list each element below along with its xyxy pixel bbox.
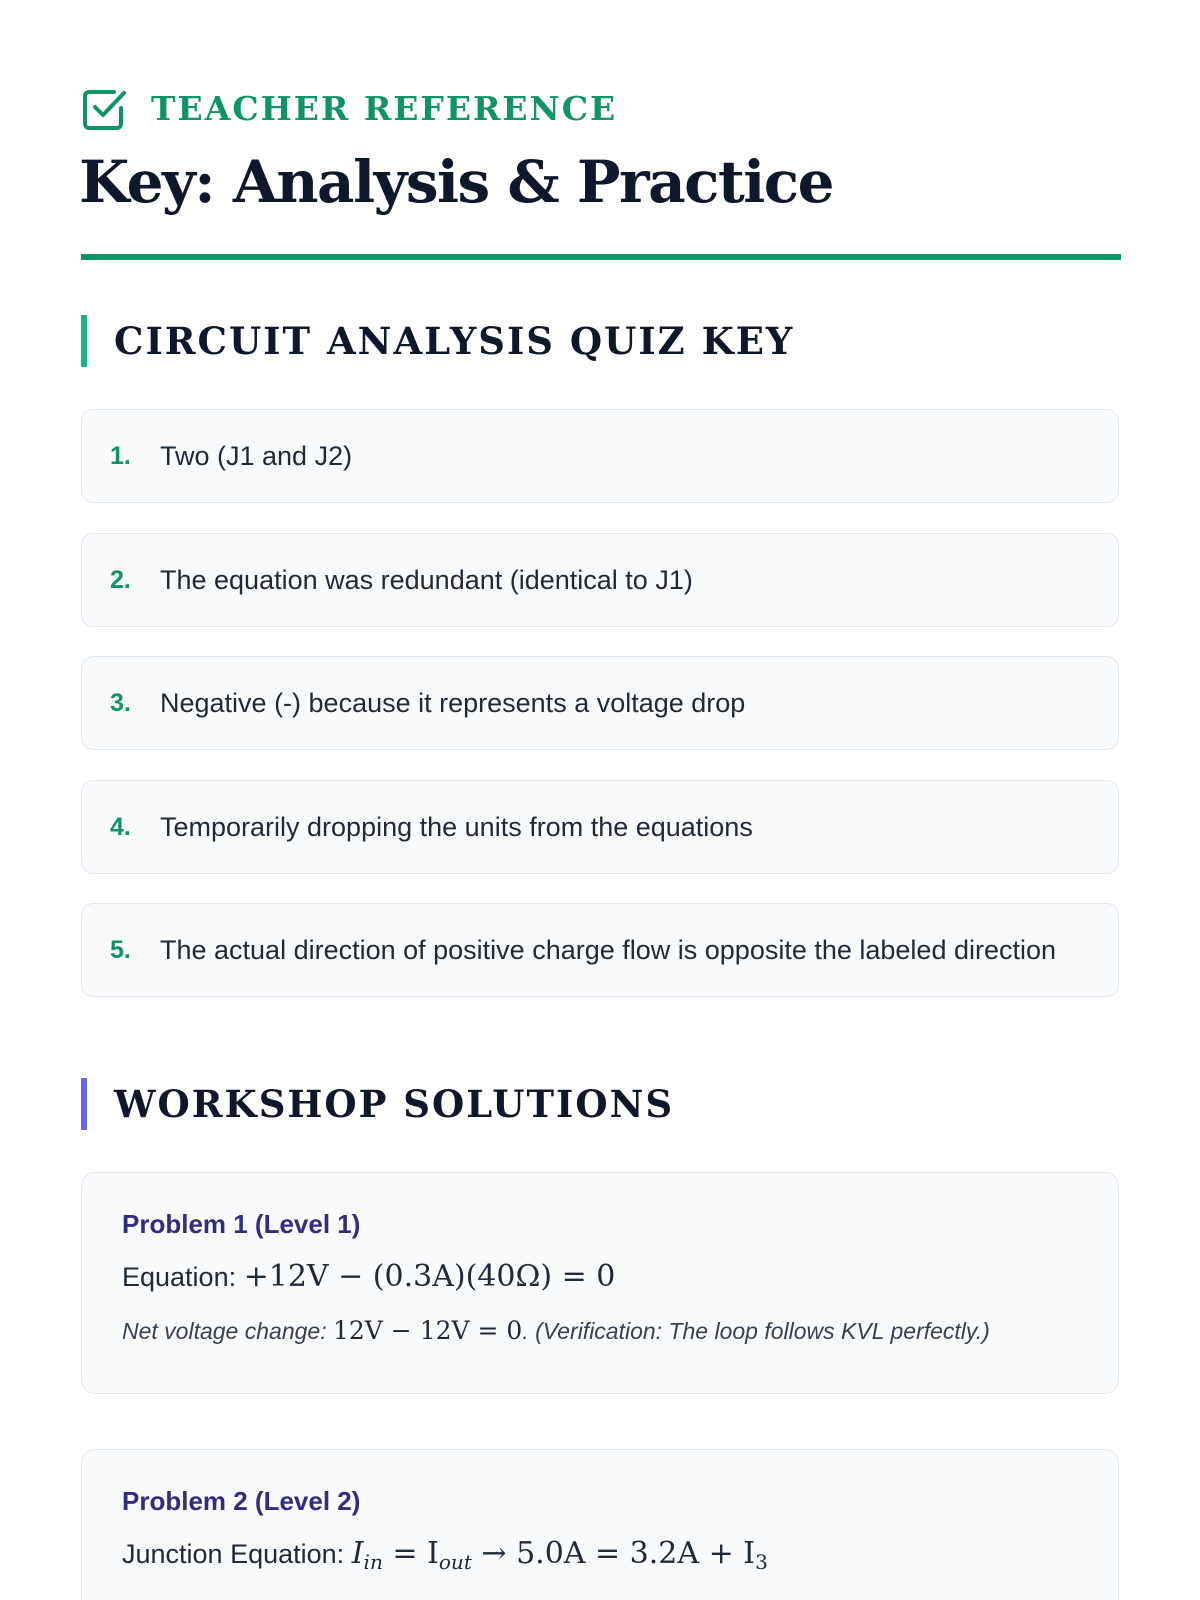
quiz-section-title: CIRCUIT ANALYSIS QUIZ KEY [114, 319, 795, 363]
quiz-answer-number: 2. [110, 565, 131, 594]
quiz-answer-text: The equation was redundant (identical to J1) [160, 564, 693, 595]
problem-card [81, 1172, 1119, 1394]
equation-math [351, 1536, 768, 1574]
note-tail: . (Verification: The loop follows KVL perfectly.) [522, 1318, 990, 1344]
workshop-section-bar [81, 1078, 87, 1130]
quiz-answer-number: 5. [110, 935, 131, 964]
problem-title: Problem 1 (Level 1) [122, 1209, 361, 1239]
equation-math: +12V − (0.3A)(40Ω) = 0 [243, 1259, 616, 1294]
equation-label: Junction Equation: [122, 1539, 345, 1569]
workshop-section-header [81, 1078, 674, 1130]
eyebrow-label: TEACHER REFERENCE [151, 89, 618, 128]
math-var: I [351, 1536, 364, 1571]
problem-card [81, 1449, 1119, 1600]
note-label: Net voltage change: [122, 1318, 327, 1344]
problem-equation [122, 1536, 768, 1574]
quiz-section-bar [81, 315, 87, 367]
problem-note [122, 1316, 990, 1345]
eyebrow [81, 86, 617, 132]
quiz-answer-text: Negative (-) because it represents a voltage drop [160, 687, 746, 718]
check-square-icon [81, 86, 127, 132]
math-sub: in [363, 1550, 383, 1574]
quiz-answer-number: 4. [110, 812, 131, 841]
quiz-answer-number: 3. [110, 688, 131, 717]
page-title: Key: Analysis & Practice [79, 148, 834, 216]
problem-equation [122, 1259, 615, 1294]
quiz-answer-text: Temporarily dropping the units from the equations [160, 811, 753, 842]
math-sub: out [438, 1550, 472, 1574]
problem-title: Problem 2 (Level 2) [122, 1486, 361, 1516]
quiz-answer-number: 1. [110, 441, 131, 470]
quiz-answer-card [81, 533, 1119, 627]
math-part: → 5.0A = 3.2A + I [471, 1536, 756, 1571]
quiz-answer-card [81, 780, 1119, 874]
math-sub: 3 [755, 1550, 768, 1574]
quiz-answer-card [81, 903, 1119, 997]
header-divider [81, 254, 1121, 260]
equation-label: Equation: [122, 1262, 237, 1292]
quiz-answer-card [81, 656, 1119, 750]
quiz-answer-text: The actual direction of positive charge flow is opposite the labeled direction [160, 934, 1057, 965]
quiz-answer-card [81, 409, 1119, 503]
quiz-answer-text: Two (J1 and J2) [160, 440, 353, 471]
workshop-section-title: WORKSHOP SOLUTIONS [114, 1082, 675, 1126]
quiz-section-header [81, 315, 794, 367]
note-math: 12V − 12V = 0 [332, 1316, 523, 1345]
math-part: = I [382, 1536, 439, 1571]
